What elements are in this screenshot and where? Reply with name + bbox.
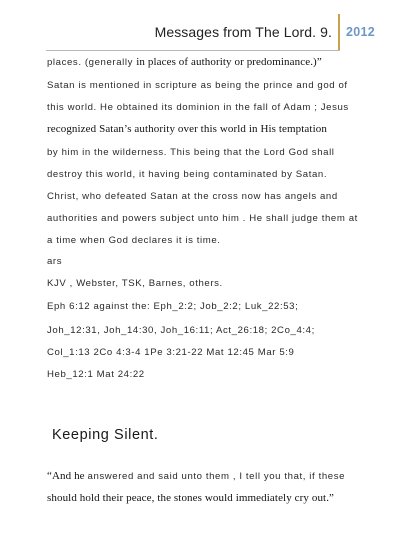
section-heading: Keeping Silent. — [52, 427, 159, 443]
quote-line-sans: answered and said unto them , I tell you that, if these — [87, 471, 346, 482]
body-line: authorities and powers subject unto him . He shall judge them at — [47, 213, 358, 224]
quote-line — [47, 470, 345, 483]
body-line: a time when God declares it is time. — [47, 235, 221, 246]
body-line: recognized Satan’s authority over this world in His temptation — [47, 123, 327, 135]
quote-line: should hold their peace, the stones would immediately cry out.” — [47, 492, 335, 504]
header-year: 2012 — [346, 25, 376, 39]
body-line: by him in the wilderness. This being that the Lord God shall — [47, 147, 335, 158]
reference-line: Eph 6:12 against the: Eph_2:2; Job_2:2; Luk_22:53; — [47, 301, 299, 312]
reference-line: Joh_12:31, Joh_14:30, Joh_16:11; Act_26:18; 2Co_4:4; — [47, 325, 315, 336]
reference-line: Col_1:13 2Co 4:3-4 1Pe 3:21-22 Mat 12:45 Mar 5:9 — [47, 347, 295, 358]
body-line: this world. He obtained its dominion in the fall of Adam ; Jesus — [47, 102, 349, 113]
header-title: Messages from The Lord. 9. — [154, 24, 332, 40]
reference-line: Heb_12:1 Mat 24:22 — [47, 369, 145, 380]
reference-line: KJV , Webster, TSK, Barnes, others. — [47, 278, 223, 289]
body-line-serif: in places of authority or predominance.)” — [136, 56, 322, 68]
body-line-sans: places. (generally — [47, 57, 137, 68]
body-line: Satan is mentioned in scripture as being the prince and god of — [47, 80, 348, 91]
header-rule — [46, 50, 340, 51]
body-line — [47, 56, 322, 69]
page-header — [0, 0, 420, 52]
body-line: ars — [47, 256, 63, 267]
body-line: destroy this world, it having being contaminated by Satan. — [47, 169, 328, 180]
quote-line-serif: “And he — [47, 470, 88, 482]
body-line: Christ, who defeated Satan at the cross now has angels and — [47, 191, 338, 202]
header-divider — [338, 14, 340, 50]
